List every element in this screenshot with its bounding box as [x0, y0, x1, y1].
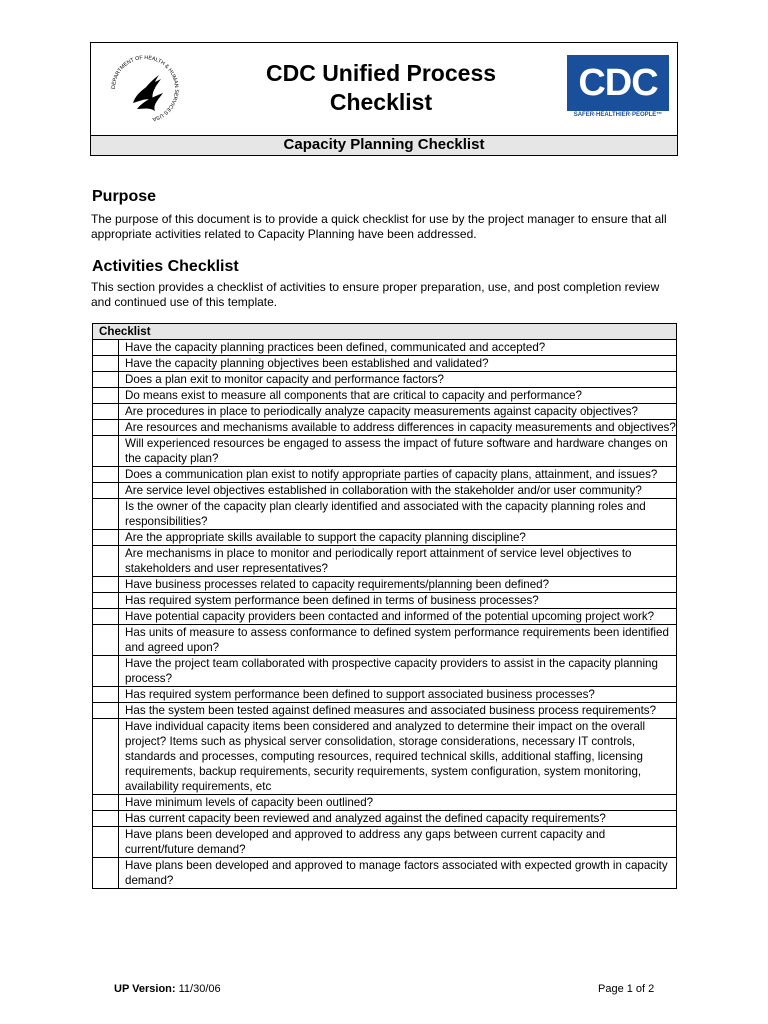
- checklist-item-text: Has units of measure to assess conformance to defined system performance requirements been identified and agreed upon?: [119, 625, 677, 656]
- checklist-checkbox-cell[interactable]: [93, 483, 119, 499]
- purpose-paragraph: The purpose of this document is to provide a quick checklist for use by the project manager to ensure that all appropriate activities related to Capacity Planning have been addressed.: [91, 212, 667, 241]
- checklist-item-text: Has the system been tested against defined measures and associated business process requirements?: [119, 703, 677, 719]
- purpose-heading: Purpose: [92, 188, 157, 205]
- footer-version: [114, 983, 221, 995]
- checklist-checkbox-cell[interactable]: [93, 499, 119, 530]
- checklist-checkbox-cell[interactable]: [93, 593, 119, 609]
- checklist-row: [93, 436, 677, 467]
- checklist-item-text: Do means exist to measure all components that are critical to capacity and performance?: [119, 388, 677, 404]
- checklist-row: [93, 404, 677, 420]
- cdc-logo: [567, 55, 669, 121]
- checklist-item-text: Will experienced resources be engaged to assess the impact of future software and hardware changes on the capacity plan?: [119, 436, 677, 467]
- checklist-table: [92, 323, 677, 889]
- checklist-checkbox-cell[interactable]: [93, 372, 119, 388]
- checklist-item-text: Are the appropriate skills available to support the capacity planning discipline?: [119, 530, 677, 546]
- checklist-row: [93, 719, 677, 795]
- title-line-1: CDC Unified Process: [265, 60, 497, 86]
- checklist-item-text: Have potential capacity providers been contacted and informed of the potential upcoming project work?: [119, 609, 677, 625]
- checklist-item-text: Are resources and mechanisms available to address differences in capacity measurements and objectives?: [119, 420, 677, 436]
- document-header: [90, 42, 678, 156]
- checklist-checkbox-cell[interactable]: [93, 546, 119, 577]
- checklist-item-text: Has required system performance been defined to support associated business processes?: [119, 687, 677, 703]
- version-label: UP Version:: [114, 983, 176, 995]
- checklist-checkbox-cell[interactable]: [93, 858, 119, 889]
- cdc-logo-mark: CDC: [567, 55, 669, 111]
- checklist-row: [93, 483, 677, 499]
- checklist-item-text: Have individual capacity items been considered and analyzed to determine their impact on the overall project? Items such as physical server consolidation, storage considerations, necessary IT controls, standards and processes, computing resources, required technical skills, additional staffing, licensing requirements, backup requirements, security requirements, system configuration, system monitoring, availability requirements, etc: [119, 719, 677, 795]
- checklist-row: [93, 577, 677, 593]
- checklist-header-row: [93, 324, 677, 340]
- title-line-2: Checklist: [329, 89, 433, 115]
- checklist-checkbox-cell[interactable]: [93, 577, 119, 593]
- checklist-item-text: Are service level objectives established in collaboration with the stakeholder and/or user community?: [119, 483, 677, 499]
- checklist-row: [93, 687, 677, 703]
- checklist-checkbox-cell[interactable]: [93, 340, 119, 356]
- version-value: 11/30/06: [178, 983, 221, 995]
- hhs-seal-logo: [107, 51, 183, 127]
- activities-paragraph: This section provides a checklist of activities to ensure proper preparation, use, and post completion review and continued use of this template.: [91, 280, 660, 309]
- checklist-row: [93, 420, 677, 436]
- checklist-item-text: Does a plan exit to monitor capacity and performance factors?: [119, 372, 677, 388]
- checklist-row: [93, 795, 677, 811]
- checklist-checkbox-cell[interactable]: [93, 388, 119, 404]
- checklist-row: [93, 858, 677, 889]
- checklist-checkbox-cell[interactable]: [93, 467, 119, 483]
- checklist-row: [93, 499, 677, 530]
- checklist-item-text: Have minimum levels of capacity been outlined?: [119, 795, 677, 811]
- checklist-row: [93, 625, 677, 656]
- checklist-row: [93, 811, 677, 827]
- document-title: [221, 59, 541, 117]
- checklist-row: [93, 356, 677, 372]
- checklist-item-text: Is the owner of the capacity plan clearly identified and associated with the capacity planning roles and responsibilities?: [119, 499, 677, 530]
- checklist-row: [93, 827, 677, 858]
- checklist-item-text: Have the capacity planning practices been defined, communicated and accepted?: [119, 340, 677, 356]
- header-top: [91, 43, 677, 133]
- checklist-item-text: Has current capacity been reviewed and analyzed against the defined capacity requirements?: [119, 811, 677, 827]
- checklist-item-text: Does a communication plan exist to notify appropriate parties of capacity plans, attainment, and issues?: [119, 467, 677, 483]
- checklist-checkbox-cell[interactable]: [93, 811, 119, 827]
- cdc-tagline: SAFER·HEALTHIER·PEOPLE™: [573, 112, 663, 118]
- checklist-body: [93, 340, 677, 889]
- checklist-item-text: Have the capacity planning objectives been established and validated?: [119, 356, 677, 372]
- checklist-checkbox-cell[interactable]: [93, 687, 119, 703]
- checklist-checkbox-cell[interactable]: [93, 609, 119, 625]
- checklist-checkbox-cell[interactable]: [93, 356, 119, 372]
- checklist-checkbox-cell[interactable]: [93, 625, 119, 656]
- checklist-checkbox-cell[interactable]: [93, 436, 119, 467]
- checklist-item-text: Have business processes related to capacity requirements/planning been defined?: [119, 577, 677, 593]
- checklist-checkbox-cell[interactable]: [93, 719, 119, 795]
- checklist-row: [93, 372, 677, 388]
- checklist-checkbox-cell[interactable]: [93, 827, 119, 858]
- checklist-checkbox-cell[interactable]: [93, 530, 119, 546]
- checklist-item-text: Have the project team collaborated with prospective capacity providers to assist in the capacity planning process?: [119, 656, 677, 687]
- checklist-checkbox-cell[interactable]: [93, 703, 119, 719]
- checklist-item-text: Have plans been developed and approved to address any gaps between current capacity and current/future demand?: [119, 827, 677, 858]
- checklist-item-text: Are procedures in place to periodically analyze capacity measurements against capacity objectives?: [119, 404, 677, 420]
- checklist-row: [93, 703, 677, 719]
- checklist-checkbox-cell[interactable]: [93, 420, 119, 436]
- activities-heading: Activities Checklist: [92, 258, 239, 275]
- checklist-item-text: Have plans been developed and approved to manage factors associated with expected growth in capacity demand?: [119, 858, 677, 889]
- page-number: Page 1 of 2: [598, 983, 655, 995]
- checklist-row: [93, 656, 677, 687]
- checklist-item-text: Has required system performance been defined in terms of business processes?: [119, 593, 677, 609]
- checklist-row: [93, 340, 677, 356]
- checklist-row: [93, 609, 677, 625]
- checklist-row: [93, 530, 677, 546]
- hhs-seal-text: DEPARTMENT OF HEALTH & HUMAN SERVICES·USA: [110, 54, 180, 122]
- checklist-item-text: Are mechanisms in place to monitor and periodically report attainment of service level objectives to stakeholders and user representatives?: [119, 546, 677, 577]
- checklist-header: Checklist: [93, 324, 677, 340]
- document-subtitle: Capacity Planning Checklist: [91, 135, 677, 155]
- checklist-row: [93, 593, 677, 609]
- checklist-row: [93, 546, 677, 577]
- checklist-checkbox-cell[interactable]: [93, 404, 119, 420]
- checklist-row: [93, 388, 677, 404]
- checklist-row: [93, 467, 677, 483]
- checklist-checkbox-cell[interactable]: [93, 795, 119, 811]
- checklist-checkbox-cell[interactable]: [93, 656, 119, 687]
